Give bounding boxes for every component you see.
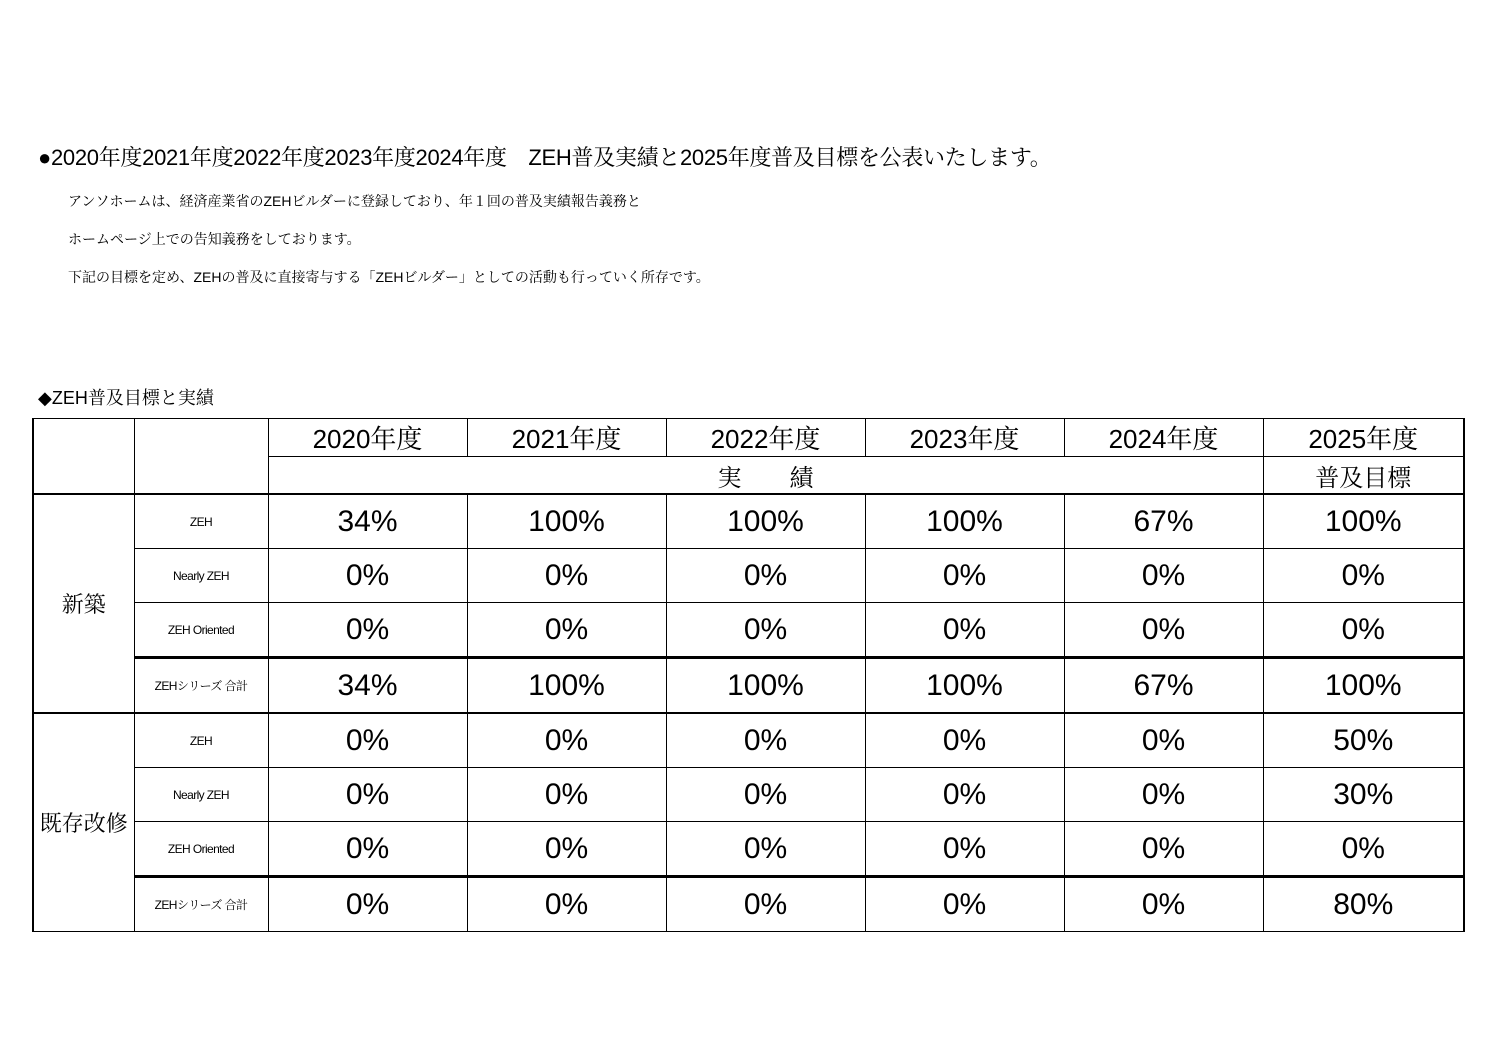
table-row bbox=[33, 603, 1464, 658]
value-cell: 0% bbox=[666, 768, 865, 822]
type-label: ZEH Oriented bbox=[134, 822, 268, 877]
value-cell: 0% bbox=[268, 549, 467, 603]
year-header: 2023年度 bbox=[865, 419, 1064, 457]
year-header: 2022年度 bbox=[666, 419, 865, 457]
value-cell: 50% bbox=[1263, 713, 1464, 768]
value-cell: 0% bbox=[865, 822, 1064, 877]
table-title: ◆ZEH普及目標と実績 bbox=[38, 388, 214, 408]
table-row bbox=[33, 822, 1464, 877]
type-label: Nearly ZEH bbox=[134, 549, 268, 603]
value-cell: 0% bbox=[467, 549, 666, 603]
target-label: 普及目標 bbox=[1263, 457, 1464, 495]
category-label: 新築 bbox=[33, 494, 134, 713]
value-cell: 0% bbox=[865, 877, 1064, 932]
year-header: 2024年度 bbox=[1064, 419, 1263, 457]
value-cell: 30% bbox=[1263, 768, 1464, 822]
value-cell: 0% bbox=[865, 768, 1064, 822]
zeh-table bbox=[32, 418, 1465, 932]
value-cell: 0% bbox=[865, 603, 1064, 658]
value-cell: 0% bbox=[666, 877, 865, 932]
value-cell: 0% bbox=[865, 549, 1064, 603]
intro-paragraph-1: アンソホームは、経済産業省のZEHビルダーに登録しており、年１回の普及実績報告義務と bbox=[68, 193, 641, 209]
type-label: ZEH Oriented bbox=[134, 603, 268, 658]
value-cell: 0% bbox=[467, 822, 666, 877]
value-cell: 0% bbox=[1263, 549, 1464, 603]
value-cell: 0% bbox=[1064, 877, 1263, 932]
value-cell: 0% bbox=[666, 713, 865, 768]
corner-cell bbox=[134, 419, 268, 495]
value-cell: 0% bbox=[268, 877, 467, 932]
type-label: ZEHシリーズ 合計 bbox=[134, 877, 268, 932]
table-row bbox=[33, 549, 1464, 603]
value-cell: 34% bbox=[268, 494, 467, 549]
table-row bbox=[33, 658, 1464, 714]
table-row bbox=[33, 877, 1464, 932]
value-cell: 0% bbox=[467, 713, 666, 768]
value-cell: 0% bbox=[1263, 822, 1464, 877]
value-cell: 67% bbox=[1064, 658, 1263, 714]
value-cell: 80% bbox=[1263, 877, 1464, 932]
actual-label: 実 績 bbox=[268, 457, 1263, 495]
year-header-row bbox=[33, 419, 1464, 457]
table-row bbox=[33, 713, 1464, 768]
intro-paragraph-2: ホームページ上での告知義務をしております。 bbox=[68, 231, 361, 247]
value-cell: 100% bbox=[865, 658, 1064, 714]
intro-paragraph-3: 下記の目標を定め、ZEHの普及に直接寄与する「ZEHビルダー」としての活動も行っていく所存です。 bbox=[68, 269, 710, 285]
value-cell: 100% bbox=[666, 494, 865, 549]
year-header: 2020年度 bbox=[268, 419, 467, 457]
value-cell: 34% bbox=[268, 658, 467, 714]
value-cell: 100% bbox=[467, 658, 666, 714]
type-label: ZEHシリーズ 合計 bbox=[134, 658, 268, 714]
year-header: 2021年度 bbox=[467, 419, 666, 457]
page-heading: ●2020年度2021年度2022年度2023年度2024年度 ZEH普及実績と2025年度普及目標を公表いたします。 bbox=[38, 145, 1052, 170]
type-label: ZEH bbox=[134, 494, 268, 549]
value-cell: 0% bbox=[268, 713, 467, 768]
value-cell: 0% bbox=[666, 603, 865, 658]
value-cell: 0% bbox=[1064, 768, 1263, 822]
type-label: ZEH bbox=[134, 713, 268, 768]
table-row bbox=[33, 494, 1464, 549]
value-cell: 0% bbox=[268, 822, 467, 877]
value-cell: 0% bbox=[865, 713, 1064, 768]
value-cell: 0% bbox=[666, 822, 865, 877]
value-cell: 67% bbox=[1064, 494, 1263, 549]
value-cell: 0% bbox=[268, 603, 467, 658]
category-label: 既存改修 bbox=[33, 713, 134, 932]
table-row bbox=[33, 768, 1464, 822]
value-cell: 0% bbox=[467, 603, 666, 658]
value-cell: 0% bbox=[467, 877, 666, 932]
corner-cell bbox=[33, 419, 134, 495]
value-cell: 100% bbox=[1263, 494, 1464, 549]
value-cell: 0% bbox=[1263, 603, 1464, 658]
type-label: Nearly ZEH bbox=[134, 768, 268, 822]
value-cell: 100% bbox=[467, 494, 666, 549]
value-cell: 0% bbox=[1064, 822, 1263, 877]
value-cell: 0% bbox=[666, 549, 865, 603]
value-cell: 100% bbox=[865, 494, 1064, 549]
year-header: 2025年度 bbox=[1263, 419, 1464, 457]
value-cell: 100% bbox=[666, 658, 865, 714]
value-cell: 0% bbox=[1064, 713, 1263, 768]
value-cell: 100% bbox=[1263, 658, 1464, 714]
value-cell: 0% bbox=[268, 768, 467, 822]
value-cell: 0% bbox=[1064, 603, 1263, 658]
value-cell: 0% bbox=[467, 768, 666, 822]
value-cell: 0% bbox=[1064, 549, 1263, 603]
